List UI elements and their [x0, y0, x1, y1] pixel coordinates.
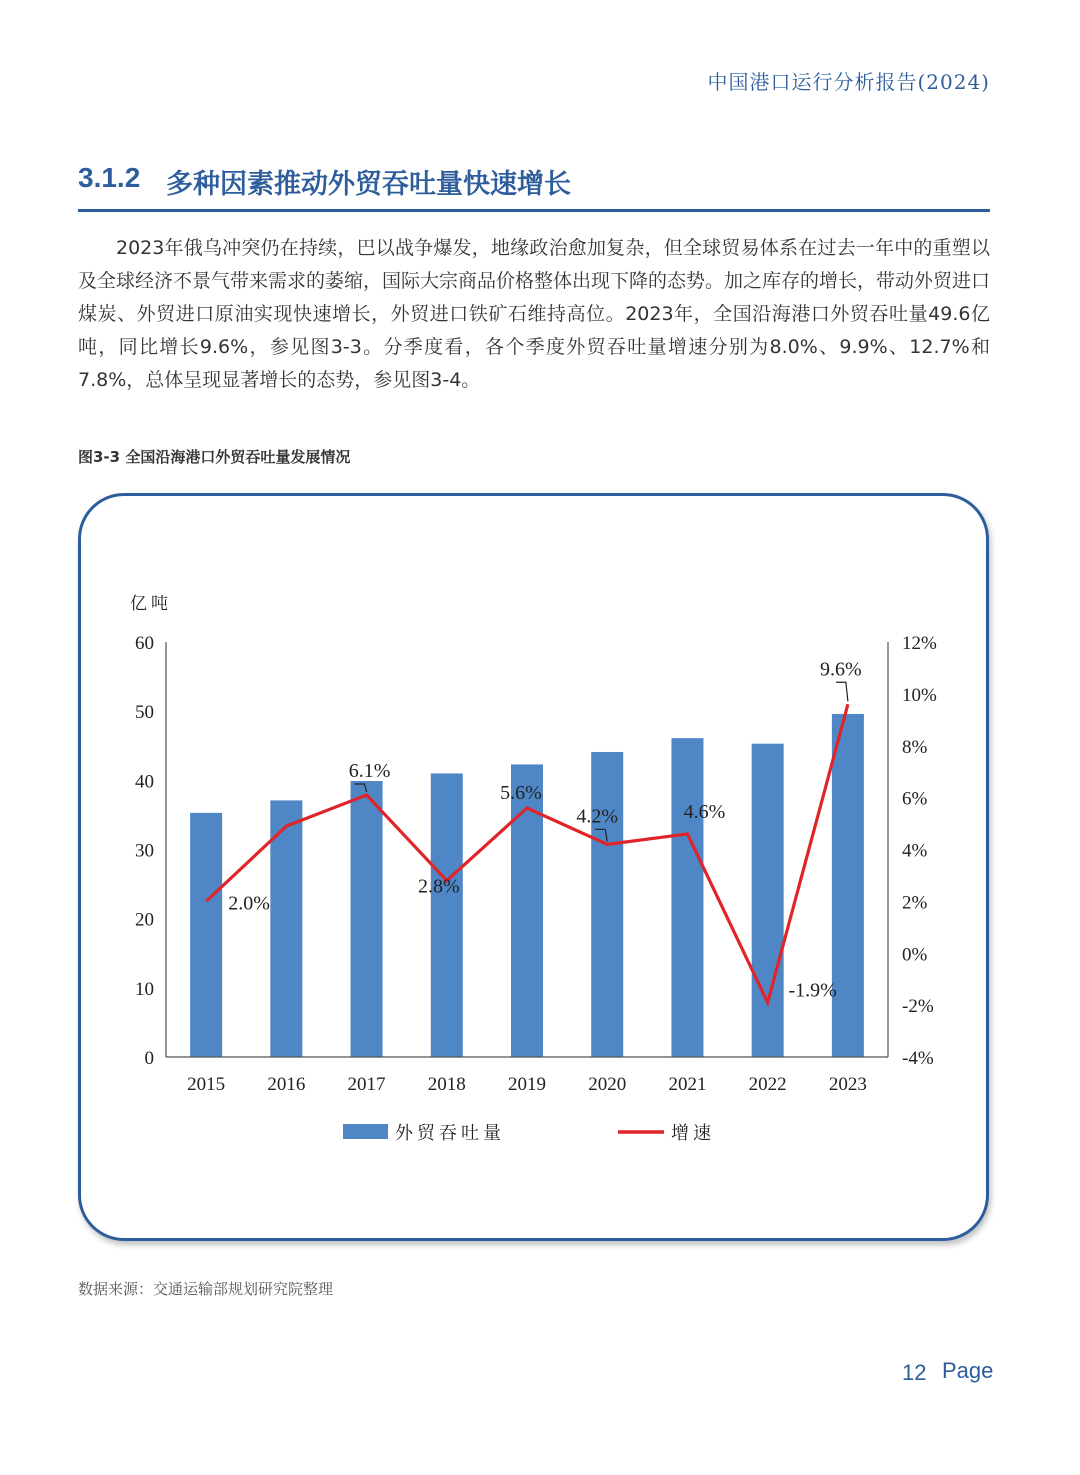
- bar-2023: [832, 714, 864, 1057]
- left-tick-label: 50: [135, 702, 154, 724]
- x-tick-label: 2016: [267, 1074, 306, 1095]
- data-label: 4.6%: [683, 800, 726, 823]
- x-tick-label: 2017: [347, 1074, 386, 1095]
- right-tick-label: 6%: [902, 788, 928, 810]
- combo-chart: [81, 496, 986, 1238]
- bar-2021: [671, 738, 703, 1057]
- chart-frame: [78, 493, 989, 1241]
- bar-2015: [190, 813, 222, 1057]
- right-tick-label: -4%: [902, 1048, 934, 1069]
- right-tick-label: 0%: [902, 944, 928, 966]
- data-label: 9.6%: [820, 658, 862, 681]
- source-note: 数据来源：交通运输部规划研究院整理: [78, 1280, 334, 1298]
- bar-2018: [431, 773, 463, 1057]
- body-text: [78, 232, 990, 397]
- figure-caption: 图3-3 全国沿海港口外贸吞吐量发展情况: [78, 448, 351, 466]
- section-number: 3.1.2: [78, 162, 141, 193]
- left-tick-label: 40: [135, 771, 154, 793]
- left-tick-label: 60: [135, 633, 154, 654]
- x-tick-label: 2020: [588, 1074, 627, 1095]
- x-tick-label: 2023: [828, 1074, 867, 1095]
- page-number: 12: [902, 1360, 927, 1385]
- bar-2020: [591, 752, 623, 1057]
- x-tick-label: 2015: [187, 1074, 226, 1095]
- right-tick-label: 10%: [902, 684, 937, 706]
- bar-2017: [351, 781, 383, 1057]
- running-header: 中国港口运行分析报告(2024): [707, 70, 990, 94]
- section-heading: [78, 160, 990, 212]
- legend-line-label: 增速: [671, 1123, 715, 1144]
- body-paragraph: 2023年俄乌冲突仍在持续，巴以战争爆发，地缘政治愈加复杂，但全球贸易体系在过去一年中的重塑以及全球经济不景气带来需求的萎缩，国际大宗商品价格整体出现下降的态势。加之库存的增长，带动外贸进口煤炭、外贸进口原油实现快速增长，外贸进口铁矿石维持高位。2023年，全国沿海港口外贸吞吐量49.6亿吨，同比增长9.6%，参见图3-3。分季度看，各个季度外贸吞吐量增速分别为8.0%、9.9%、12.7%和7.8%，总体呈现显著增长的态势，参见图3-4。: [78, 237, 991, 391]
- right-tick-label: 12%: [902, 633, 937, 654]
- x-tick-label: 2018: [427, 1074, 466, 1095]
- x-tick-label: 2021: [668, 1074, 707, 1095]
- left-tick-label: 0: [144, 1048, 154, 1069]
- left-tick-label: 20: [135, 909, 154, 931]
- data-label: 4.2%: [576, 805, 619, 828]
- data-label: 5.6%: [500, 782, 542, 804]
- data-label: 2.8%: [417, 875, 460, 898]
- x-tick-label: 2019: [508, 1074, 546, 1095]
- section-title: 多种因素推动外贸吞吐量快速增长: [166, 169, 571, 200]
- bar-2022: [752, 744, 784, 1057]
- bar-2016: [270, 800, 302, 1057]
- page-word: Page: [942, 1358, 994, 1383]
- x-tick-label: 2022: [748, 1074, 787, 1095]
- data-label: 2.0%: [228, 892, 270, 915]
- right-tick-label: -2%: [902, 996, 934, 1018]
- legend-bar-label: 外贸吞吐量: [395, 1123, 505, 1144]
- right-tick-label: 4%: [902, 840, 928, 862]
- left-tick-label: 30: [135, 840, 154, 862]
- data-label: 6.1%: [348, 760, 391, 783]
- left-tick-label: 10: [135, 978, 154, 1000]
- legend-bar-swatch: [343, 1124, 388, 1139]
- right-tick-label: 2%: [902, 892, 928, 914]
- data-label-leader: [836, 682, 848, 701]
- data-label: -1.9%: [788, 979, 837, 1002]
- right-tick-label: 8%: [902, 736, 928, 758]
- left-axis-unit: 亿吨: [130, 594, 172, 614]
